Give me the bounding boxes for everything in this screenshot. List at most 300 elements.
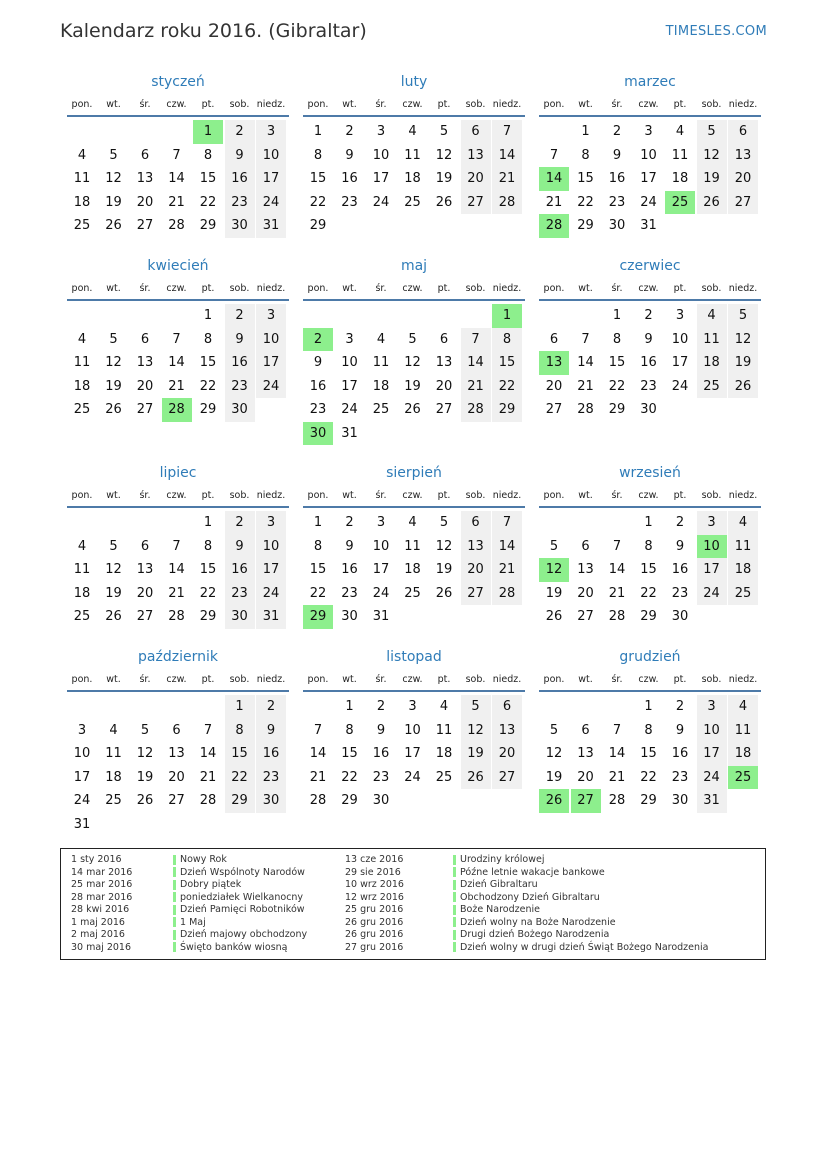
day-cell: 7	[492, 120, 522, 144]
empty-cell	[303, 695, 333, 719]
day-cell: 30	[671, 793, 689, 808]
weekday-label: śr.	[375, 489, 387, 501]
empty-cell	[602, 511, 632, 535]
day-cell: 14	[199, 746, 217, 761]
day-cell: 19	[545, 769, 563, 785]
weekday-label: śr.	[611, 98, 623, 110]
legend-holiday-name: Drugi dzień Bożego Narodzenia	[460, 929, 610, 940]
day-grid	[303, 301, 525, 445]
day-cell: 17	[256, 558, 286, 582]
month-block	[539, 71, 761, 238]
day-cell: 28	[492, 191, 522, 215]
month-name: czerwiec	[619, 258, 681, 274]
empty-cell	[539, 695, 569, 719]
day-cell: 1	[313, 515, 323, 530]
weekday-label: wt.	[578, 282, 593, 294]
weekday-label: pt.	[201, 98, 215, 110]
day-cell: 3	[376, 515, 386, 530]
day-cell: 4	[439, 699, 449, 714]
empty-cell	[539, 304, 569, 328]
day-cell: 11	[73, 562, 91, 577]
day-cell: 10	[671, 331, 689, 347]
day-cell: 6	[172, 722, 181, 738]
brand-link[interactable]: TIMESLES.COM	[665, 24, 767, 39]
day-cell: 5	[408, 331, 417, 347]
day-cell: 21	[608, 585, 626, 601]
day-grid	[303, 692, 525, 813]
day-cell: 20	[136, 378, 154, 394]
day-cell: 1	[313, 124, 323, 139]
weekday-header	[67, 668, 289, 692]
day-cell: 15	[640, 562, 657, 577]
day-cell: 7	[549, 147, 559, 163]
empty-cell	[571, 695, 601, 719]
day-cell: 9	[225, 328, 255, 352]
day-cell: 23	[225, 191, 255, 215]
day-cell: 8	[492, 328, 522, 352]
day-cell: 12	[545, 746, 563, 761]
day-cell: 1	[612, 308, 622, 323]
day-cell: 24	[372, 194, 390, 210]
day-cell: 22	[309, 585, 327, 601]
day-cell: 9	[612, 147, 622, 163]
weekday-label: śr.	[375, 98, 387, 110]
weekday-header	[303, 93, 525, 117]
day-cell: 5	[549, 722, 559, 738]
legend-holiday	[453, 904, 709, 917]
day-cell: 8	[644, 538, 653, 554]
day-cell: 20	[728, 167, 758, 191]
day-cell: 30	[671, 609, 689, 624]
day-cell: 17	[256, 351, 286, 375]
day-cell: 10	[73, 746, 91, 761]
weekday-label: wt.	[106, 673, 121, 685]
day-cell: 19	[404, 378, 421, 394]
holiday-marker-icon	[453, 905, 456, 915]
weekday-label: śr.	[611, 673, 623, 685]
day-cell: 27	[545, 402, 563, 417]
day-cell: 16	[372, 746, 390, 761]
day-cell: 18	[372, 378, 390, 394]
day-grid	[67, 692, 289, 836]
month-block	[539, 646, 761, 813]
weekday-label: śr.	[139, 489, 151, 501]
day-cell: 15	[225, 742, 255, 766]
day-cell: 27	[435, 402, 453, 417]
day-cell: 18	[73, 585, 91, 601]
weekday-label: wt.	[342, 98, 357, 110]
day-cell: 16	[309, 378, 327, 394]
day-cell: 25	[372, 402, 390, 417]
day-cell: 27	[168, 793, 185, 808]
holiday-day-cell: 1	[492, 304, 522, 328]
day-cell: 5	[109, 538, 118, 554]
empty-cell	[571, 304, 601, 328]
weekday-label: sob.	[701, 282, 722, 294]
legend-date: 30 maj 2016	[71, 941, 132, 953]
day-cell: 11	[671, 147, 689, 163]
day-cell: 19	[435, 562, 453, 577]
month-block	[539, 255, 761, 422]
holiday-marker-icon	[173, 942, 176, 952]
day-cell: 15	[199, 562, 217, 577]
day-cell: 13	[461, 535, 491, 559]
weekday-header	[539, 484, 761, 508]
day-cell: 26	[136, 793, 154, 808]
day-cell: 21	[461, 375, 491, 399]
legend-date: 1 sty 2016	[71, 854, 122, 865]
legend-date: 26 gru 2016	[345, 916, 404, 928]
day-cell: 2	[612, 124, 622, 139]
holiday-day-cell: 1	[193, 120, 223, 144]
empty-cell	[162, 120, 192, 144]
day-cell: 21	[168, 194, 185, 210]
day-cell: 10	[256, 535, 286, 559]
weekday-label: sob.	[701, 673, 722, 685]
day-cell: 31	[73, 816, 91, 832]
day-cell: 7	[172, 538, 181, 554]
day-cell: 10	[372, 538, 390, 554]
legend-holiday	[173, 879, 307, 892]
holiday-day-cell: 28	[539, 214, 569, 238]
day-cell: 11	[435, 722, 453, 738]
weekday-label: wt.	[578, 98, 593, 110]
legend-holiday-name: Dzień majowy obchodzony	[180, 929, 308, 940]
holiday-marker-icon	[173, 855, 176, 865]
day-cell: 12	[435, 538, 453, 554]
day-cell: 28	[461, 398, 491, 422]
weekday-label: czw.	[402, 489, 423, 501]
day-cell: 31	[697, 789, 727, 813]
day-cell: 17	[640, 171, 657, 186]
day-cell: 25	[728, 582, 758, 606]
day-cell: 15	[577, 171, 594, 186]
day-cell: 3	[697, 511, 727, 535]
day-cell: 25	[73, 218, 91, 233]
day-cell: 20	[577, 585, 594, 601]
legend-holiday-name: poniedziałek Wielkanocny	[180, 891, 304, 903]
day-cell: 16	[225, 558, 255, 582]
empty-cell	[99, 511, 129, 535]
legend-holiday-name: Święto banków wiosną	[180, 941, 288, 953]
month-block	[303, 71, 525, 238]
day-cell: 22	[640, 769, 657, 785]
day-cell: 6	[461, 120, 491, 144]
day-cell: 7	[172, 147, 181, 163]
empty-cell	[99, 695, 129, 719]
day-cell: 29	[199, 402, 217, 417]
legend-holiday	[453, 867, 709, 880]
day-cell: 9	[225, 144, 255, 168]
day-cell: 23	[372, 769, 390, 785]
empty-cell	[429, 304, 459, 328]
weekday-header	[67, 277, 289, 301]
weekday-label: pon.	[543, 673, 565, 685]
day-cell: 19	[105, 378, 122, 394]
day-cell: 6	[581, 538, 590, 554]
day-cell: 8	[581, 147, 590, 163]
day-cell: 30	[256, 789, 286, 813]
day-cell: 16	[341, 562, 358, 577]
empty-cell	[366, 304, 396, 328]
empty-cell	[461, 304, 491, 328]
day-cell: 23	[256, 766, 286, 790]
day-cell: 13	[728, 144, 758, 168]
day-cell: 26	[697, 191, 727, 215]
day-cell: 3	[675, 308, 685, 323]
month-name: maj	[400, 258, 428, 274]
day-cell: 17	[73, 769, 91, 785]
weekday-header	[67, 484, 289, 508]
day-cell: 18	[404, 171, 421, 186]
legend-date: 12 wrz 2016	[345, 891, 404, 903]
day-cell: 13	[435, 355, 453, 370]
weekday-label: sob.	[229, 489, 250, 501]
month-block	[67, 646, 289, 836]
weekday-label: pt.	[437, 489, 451, 501]
day-cell: 26	[435, 194, 453, 210]
day-cell: 18	[73, 378, 91, 394]
day-cell: 20	[136, 194, 154, 210]
month-block	[67, 255, 289, 422]
day-cell: 5	[109, 147, 118, 163]
weekday-label: pon.	[543, 489, 565, 501]
day-cell: 7	[203, 722, 213, 738]
day-cell: 1	[644, 515, 653, 530]
day-cell: 11	[73, 171, 91, 186]
weekday-header	[539, 668, 761, 692]
day-cell: 16	[608, 171, 626, 186]
empty-cell	[602, 695, 632, 719]
day-cell: 12	[105, 171, 122, 186]
day-cell: 2	[225, 304, 255, 328]
weekday-label: sob.	[701, 489, 722, 501]
day-cell: 30	[608, 218, 626, 233]
weekday-label: pt.	[673, 489, 687, 501]
day-cell: 2	[345, 515, 354, 530]
legend-date: 29 sie 2016	[345, 866, 401, 878]
weekday-label: sob.	[465, 489, 486, 501]
weekday-label: niedz.	[256, 489, 286, 501]
day-cell: 7	[492, 511, 522, 535]
day-cell: 29	[492, 398, 522, 422]
month-name: listopad	[386, 649, 442, 665]
weekday-label: śr.	[375, 282, 387, 294]
day-cell: 20	[136, 585, 154, 601]
month-name: wrzesień	[619, 465, 681, 481]
weekday-label: pon.	[307, 489, 329, 501]
legend-holiday	[173, 917, 307, 930]
weekday-label: wt.	[106, 98, 121, 110]
day-grid	[67, 301, 289, 422]
day-cell: 10	[640, 147, 657, 163]
weekday-label: niedz.	[492, 282, 522, 294]
day-cell: 14	[577, 355, 594, 370]
holiday-marker-icon	[453, 917, 456, 927]
empty-cell	[162, 695, 192, 719]
weekday-header	[539, 277, 761, 301]
day-cell: 3	[256, 511, 286, 535]
day-cell: 5	[109, 331, 118, 347]
day-cell: 16	[225, 167, 255, 191]
day-cell: 21	[608, 769, 626, 785]
weekday-label: śr.	[611, 282, 623, 294]
day-cell: 27	[136, 609, 154, 624]
day-cell: 15	[640, 746, 657, 761]
day-cell: 8	[203, 147, 213, 163]
day-cell: 28	[168, 218, 185, 233]
day-cell: 11	[404, 147, 421, 163]
holiday-day-cell: 27	[571, 789, 601, 813]
weekday-label: czw.	[638, 673, 659, 685]
month-block	[67, 462, 289, 629]
legend-holiday	[173, 929, 307, 942]
day-cell: 19	[697, 167, 727, 191]
empty-cell	[99, 120, 129, 144]
day-cell: 6	[140, 147, 150, 163]
day-cell: 12	[461, 719, 491, 743]
day-cell: 17	[697, 558, 727, 582]
empty-cell	[162, 304, 192, 328]
day-cell: 1	[225, 695, 255, 719]
day-cell: 18	[728, 742, 758, 766]
day-cell: 1	[581, 124, 590, 139]
day-cell: 30	[640, 402, 657, 417]
day-cell: 13	[168, 746, 185, 761]
legend-date: 14 mar 2016	[71, 866, 133, 878]
weekday-label: czw.	[402, 673, 423, 685]
day-cell: 27	[492, 766, 522, 790]
day-cell: 6	[140, 538, 150, 554]
holiday-marker-icon	[453, 942, 456, 952]
day-cell: 14	[309, 746, 327, 761]
page-title: Kalendarz roku 2016. (Gibraltar)	[60, 20, 367, 42]
day-cell: 26	[105, 609, 122, 624]
day-cell: 15	[199, 355, 217, 370]
legend-holiday-name: Dzień wolny w drugi dzień Świąt Bożego Narodzenia	[460, 941, 709, 953]
day-cell: 6	[728, 120, 758, 144]
day-cell: 19	[728, 351, 758, 375]
day-cell: 12	[105, 355, 122, 370]
day-cell: 31	[256, 605, 286, 629]
legend-date: 28 mar 2016	[71, 891, 133, 903]
day-cell: 23	[225, 582, 255, 606]
empty-cell	[571, 511, 601, 535]
day-grid	[539, 117, 761, 238]
legend-holiday	[453, 879, 709, 892]
day-cell: 23	[341, 194, 358, 210]
day-cell: 19	[545, 585, 563, 601]
empty-cell	[303, 304, 333, 328]
day-cell: 13	[577, 562, 594, 577]
day-cell: 20	[545, 378, 563, 394]
weekday-label: wt.	[342, 489, 357, 501]
day-cell: 24	[73, 793, 91, 808]
day-cell: 13	[136, 171, 154, 186]
day-cell: 27	[728, 191, 758, 215]
legend-date: 27 gru 2016	[345, 941, 404, 953]
day-cell: 6	[492, 695, 522, 719]
day-cell: 9	[345, 538, 354, 554]
legend-date: 26 gru 2016	[345, 929, 404, 940]
day-cell: 3	[408, 699, 417, 714]
day-cell: 27	[577, 609, 594, 624]
day-cell: 25	[73, 609, 91, 624]
day-cell: 24	[256, 582, 286, 606]
day-cell: 30	[225, 605, 255, 629]
holiday-marker-icon	[173, 867, 176, 877]
day-cell: 16	[640, 355, 657, 370]
day-cell: 21	[199, 769, 217, 785]
weekday-label: pon.	[71, 673, 93, 685]
day-cell: 9	[376, 722, 386, 738]
weekday-label: sob.	[229, 98, 250, 110]
day-cell: 13	[136, 355, 154, 370]
day-cell: 24	[256, 375, 286, 399]
day-cell: 8	[203, 538, 213, 554]
day-cell: 16	[225, 351, 255, 375]
day-cell: 15	[199, 171, 217, 186]
day-cell: 21	[577, 378, 594, 394]
weekday-label: pon.	[307, 673, 329, 685]
day-cell: 17	[372, 171, 390, 186]
day-cell: 14	[461, 351, 491, 375]
empty-cell	[193, 695, 223, 719]
weekday-label: wt.	[106, 489, 121, 501]
legend-holiday-name: Dzień Pamięci Robotników	[180, 904, 305, 915]
month-name: styczeń	[151, 74, 205, 90]
day-cell: 24	[671, 378, 689, 394]
day-cell: 25	[404, 194, 421, 210]
day-cell: 11	[728, 535, 758, 559]
day-cell: 20	[577, 769, 594, 785]
day-cell: 25	[73, 402, 91, 417]
day-cell: 4	[408, 124, 417, 139]
weekday-label: sob.	[701, 98, 722, 110]
day-cell: 1	[203, 308, 213, 323]
weekday-label: pt.	[673, 98, 687, 110]
day-cell: 26	[404, 402, 421, 417]
day-cell: 2	[376, 699, 386, 714]
weekday-header	[67, 93, 289, 117]
day-cell: 15	[309, 171, 327, 186]
day-cell: 9	[225, 535, 255, 559]
legend-holiday-name: Dzień Wspólnoty Narodów	[180, 866, 305, 878]
day-cell: 4	[77, 538, 87, 554]
day-cell: 23	[640, 378, 657, 394]
legend-holiday	[453, 892, 709, 905]
day-cell: 30	[225, 214, 255, 238]
day-cell: 13	[461, 144, 491, 168]
empty-cell	[67, 304, 97, 328]
day-cell: 25	[105, 793, 122, 808]
day-cell: 25	[435, 769, 453, 785]
weekday-label: niedz.	[492, 673, 522, 685]
weekday-label: pon.	[71, 282, 93, 294]
empty-cell	[398, 304, 428, 328]
day-cell: 5	[697, 120, 727, 144]
day-cell: 9	[644, 331, 653, 347]
month-name: sierpień	[386, 465, 442, 481]
month-block	[303, 462, 525, 629]
day-cell: 11	[105, 746, 122, 761]
holiday-marker-icon	[173, 892, 176, 902]
day-cell: 3	[345, 331, 354, 347]
weekday-label: śr.	[611, 489, 623, 501]
day-cell: 30	[372, 793, 390, 808]
weekday-label: czw.	[638, 489, 659, 501]
weekday-label: pon.	[543, 282, 565, 294]
